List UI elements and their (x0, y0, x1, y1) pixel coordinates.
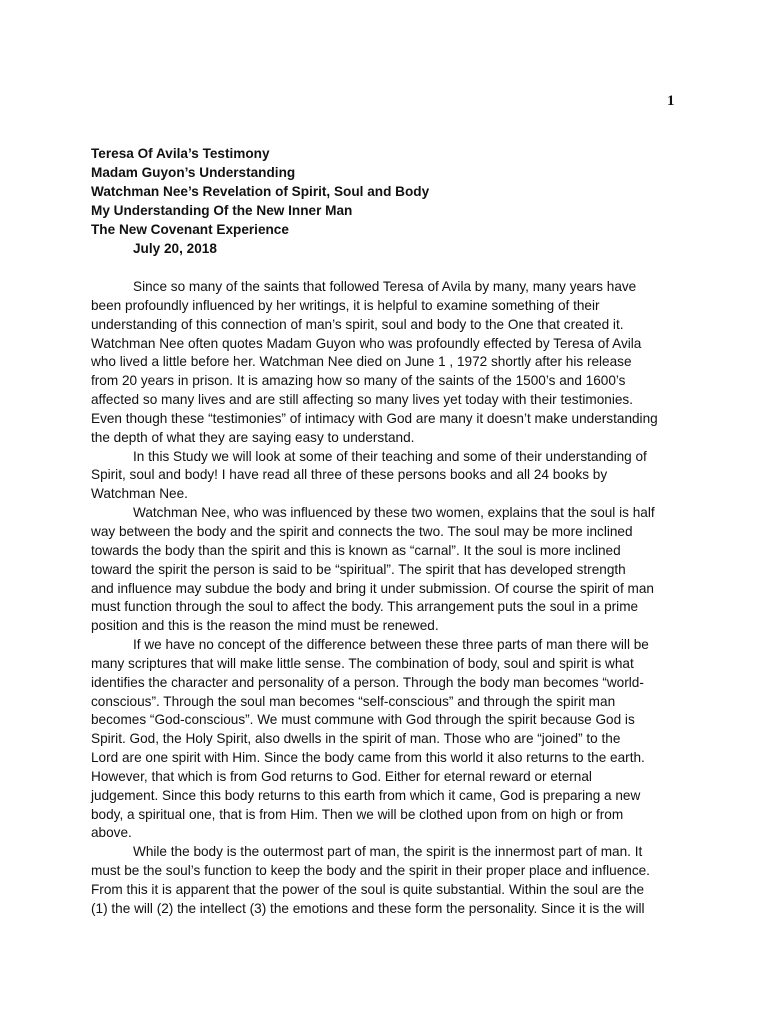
paragraph (91, 448, 691, 505)
text-line: Spirit. God, the Holy Spirit, also dwells in the spirit of man. Those who are “joined” to the (91, 731, 621, 747)
text-line: conscious”. Through the soul man becomes “self-conscious” and through the spirit man (91, 693, 616, 709)
text-line: understanding of this connection of man’s spirit, soul and body to the One that created it. (91, 316, 624, 332)
heading-line: Madam Guyon’s Understanding (91, 164, 296, 180)
text-line: However, that which is from God returns to God. Either for eternal reward or eternal (91, 768, 592, 784)
text-line: If we have no concept of the difference between these three parts of man there will be (133, 637, 649, 653)
text-line: Spirit, soul and body! I have read all three of these persons books and all 24 books by (91, 467, 608, 483)
text-line: In this Study we will look at some of their teaching and some of their understanding of (133, 448, 647, 464)
text-line: position and this is the reason the mind must be renewed. (91, 618, 439, 634)
text-line: While the body is the outermost part of man, the spirit is the innermost part of man. It (133, 844, 643, 860)
text-line: becomes “God-conscious”. We must commune with God through the spirit because God is (91, 712, 635, 728)
text-line: (1) the will (2) the intellect (3) the emotions and these form the personality. Since it is the will (91, 900, 645, 916)
paragraph (91, 504, 691, 636)
text-line: affected so many lives and are still affecting so many lives yet today with their testimonies. (91, 392, 633, 408)
text-line: the depth of what they are saying easy to understand. (91, 429, 415, 445)
heading-line: My Understanding Of the New Inner Man (91, 202, 353, 218)
text-line: Since so many of the saints that followed Teresa of Avila by many, many years have (133, 279, 637, 294)
text-line: toward the spirit the person is said to be “spiritual”. The spirit that has developed strength (91, 561, 626, 577)
body-text (91, 278, 691, 919)
text-line: way between the body and the spirit and connects the two. The soul may be more inclined (91, 523, 633, 539)
text-line: Watchman Nee. (91, 486, 188, 502)
text-line: From this it is apparent that the power of the soul is quite substantial. Within the soul are the (91, 882, 645, 897)
text-line: towards the body than the spirit and this is known as “carnal”. It the soul is more inclined (91, 542, 621, 558)
text-line: been profoundly influenced by her writings, it is helpful to examine something of their (91, 297, 600, 313)
text-line: Watchman Nee often quotes Madam Guyon who was profoundly effected by Teresa of Avila (91, 335, 642, 351)
text-line: and influence may subdue the body and bring it under submission. Of course the spirit of man (91, 580, 654, 596)
text-line: many scriptures that will make little sense. The combination of body, soul and spirit is what (91, 655, 634, 671)
page-number: 1 (667, 93, 675, 109)
paragraph (91, 636, 691, 843)
text-line: Even though these “testimonies” of intimacy with God are many it doesn’t make understanding (91, 410, 658, 426)
paragraph (91, 843, 691, 918)
text-line: must be the soul’s function to keep the body and the spirit in their proper place and influence. (91, 863, 650, 879)
text-line: judgement. Since this body returns to this earth from which it came, God is preparing a new (91, 787, 641, 803)
document-date: July 20, 2018 (133, 240, 217, 256)
text-line: who lived a little before her. Watchman Nee died on June 1 , 1972 shortly after his release (91, 354, 632, 370)
heading-line: Teresa Of Avila’s Testimony (91, 146, 270, 161)
text-line: above. (91, 825, 132, 841)
paragraph (91, 278, 691, 448)
text-line: Lord are one spirit with Him. Since the body came from this world it also returns to the earth. (91, 750, 645, 766)
text-line: identifies the character and personality of a person. Through the body man becomes “world- (91, 674, 644, 690)
heading-line: Watchman Nee’s Revelation of Spirit, Soul and Body (91, 183, 430, 199)
text-line: Watchman Nee, who was influenced by these two women, explains that the soul is half (133, 505, 655, 521)
text-line: from 20 years in prison. It is amazing how so many of the saints of the 1500’s and 1600’s (91, 373, 626, 389)
heading-block (91, 145, 691, 258)
text-line: body, a spiritual one, that is from Him. Then we will be clothed upon from on high or from (91, 806, 624, 822)
text-line: must function through the soul to affect the body. This arrangement puts the soul in a prime (91, 599, 639, 615)
heading-line: The New Covenant Experience (91, 221, 289, 237)
